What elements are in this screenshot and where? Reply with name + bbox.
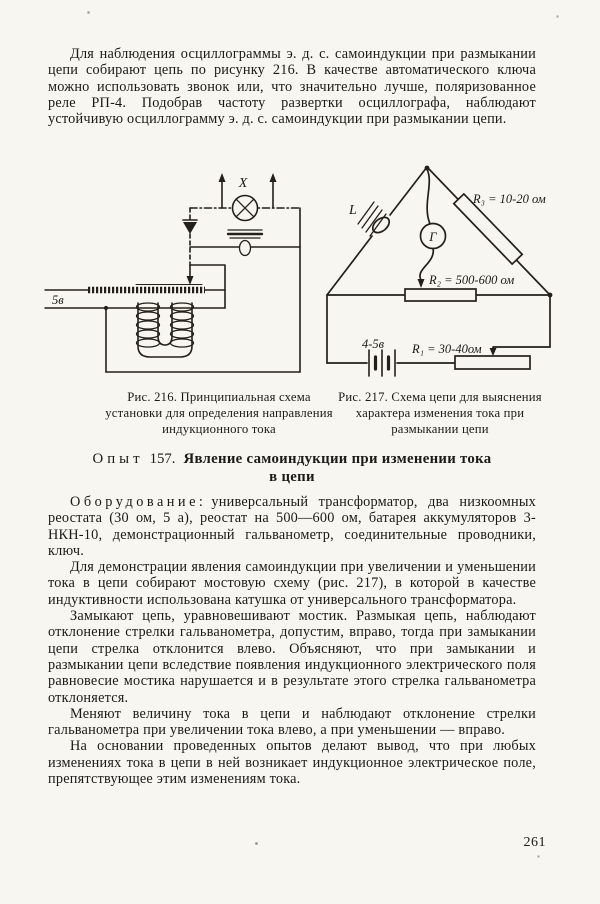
battery-icon xyxy=(369,350,395,376)
figure-217-caption: Рис. 217. Схема цепи для выяснения характера изменения тока при размыкании цепи xyxy=(338,390,542,436)
fig217-r3-label: R₃ = 10-20 ом xyxy=(473,192,546,206)
diode-icon xyxy=(183,222,197,234)
resistor-r2 xyxy=(405,289,476,301)
experiment-heading xyxy=(48,451,536,486)
wire-right-step xyxy=(493,295,550,350)
paragraph-demonstration: Для демонстрации явления самоиндукции при увеличении и уменьшении тока в цепи собирают мостовую схему (рис. 217), в которой в качестве индуктивности использована катушка от универсального трансформатора. xyxy=(48,559,536,608)
paragraph-current-change: Меняют величину тока в цепи и наблюдают отклонение стрелки гальванометра при увеличении тока влево, а при уменьшении — вправо. xyxy=(48,705,536,739)
figure-216-circuit-diagram xyxy=(36,170,308,382)
resistor-r1 xyxy=(455,356,530,369)
equipment-label: Оборудование: xyxy=(70,494,207,510)
slider-arrow-head xyxy=(187,276,194,285)
body-text xyxy=(48,494,536,787)
junction-dot-right xyxy=(548,293,553,298)
equipment-text: универсальный трансформатор, два низкоомных реостата (30 ом, 5 а), реостат на 500—600 ом, батарея аккумуляторов 3-НКН-10, демонстрационный гальванометр, соединительные проводники, ключ. xyxy=(48,494,536,559)
arrow-up-left xyxy=(219,173,226,182)
fig216-voltage-label: 5в xyxy=(52,293,64,307)
arrow-up-right xyxy=(270,173,277,182)
bell-gong-icon xyxy=(240,241,251,256)
wire-galvanometer-top xyxy=(427,169,430,224)
experiment-title-tail: в цепи xyxy=(269,468,315,485)
fig217-r2-label: R₂ = 500-600 ом xyxy=(429,273,515,287)
paragraph-conclusion: На основании проведенных опытов делают вывод, что при любых изменениях тока в цепи в ней возникает индукционное электрическое поле, препятствующее этим изменениям тока. xyxy=(48,738,536,788)
fig217-r1-label: R₁ = 30-40ом xyxy=(412,342,482,356)
inductor-icon xyxy=(358,202,392,236)
fig217-battery-label: 4-5в xyxy=(362,337,385,351)
intro-paragraph: Для наблюдения осциллограммы э. д. с. самоиндукции при размыкании цепи собирают цепь по рисунку 216. В качестве автоматического ключа можно использовать звонок или, что значительно лучше, поляризованное реле РП-4. Подобрав частоту развертки осциллографа, наблюдают устойчивую осциллограмму э. д. с. самоиндукции при размыкании цепи. xyxy=(48,46,536,128)
equipment-paragraph xyxy=(48,494,536,559)
wire-branch-step xyxy=(190,265,225,308)
slider-arrow-r2 xyxy=(418,279,425,288)
wire-left-diagonal xyxy=(327,167,427,295)
lamp-icon xyxy=(233,196,258,221)
experiment-heading-line1 xyxy=(48,451,536,469)
induction-coil-icon xyxy=(137,303,194,357)
figure-217-circuit-diagram xyxy=(316,162,582,388)
fig216-terminal-label: X xyxy=(238,176,248,191)
figure-216-caption: Рис. 216. Принципиальная схема установки для определения направления индукционного тока xyxy=(105,390,333,436)
experiment-prefix: Опыт xyxy=(92,451,144,467)
fig217-inductor-label: L xyxy=(349,203,357,218)
junction-dot-apex xyxy=(425,166,430,171)
page-number: 261 xyxy=(523,835,546,850)
paragraph-bridge-balance: Замыкают цепь, уравновешивают мостик. Размыкая цепь, наблюдают отклонение стрелки гальванометра, допустим, вправо, тогда при замыкании цепи стрелка отклонится влево. Объясняют, что при замыкании и размыкании цепи вследствие появления индукционного электрического поля равновесие мостика нарушается и в результате этого стрелка гальванометра отклоняется. xyxy=(48,608,536,706)
junction-dot xyxy=(104,306,108,310)
experiment-title-main: Явление самоиндукции при изменении тока xyxy=(183,451,492,467)
fig217-galvanometer-label: Г xyxy=(429,229,437,244)
bell-electromagnet-icon xyxy=(228,230,262,238)
experiment-number: 157. xyxy=(149,451,176,467)
slider-arrow-r1 xyxy=(490,348,497,356)
experiment-heading-line2 xyxy=(48,469,536,487)
scan-speckles xyxy=(0,0,1,1)
